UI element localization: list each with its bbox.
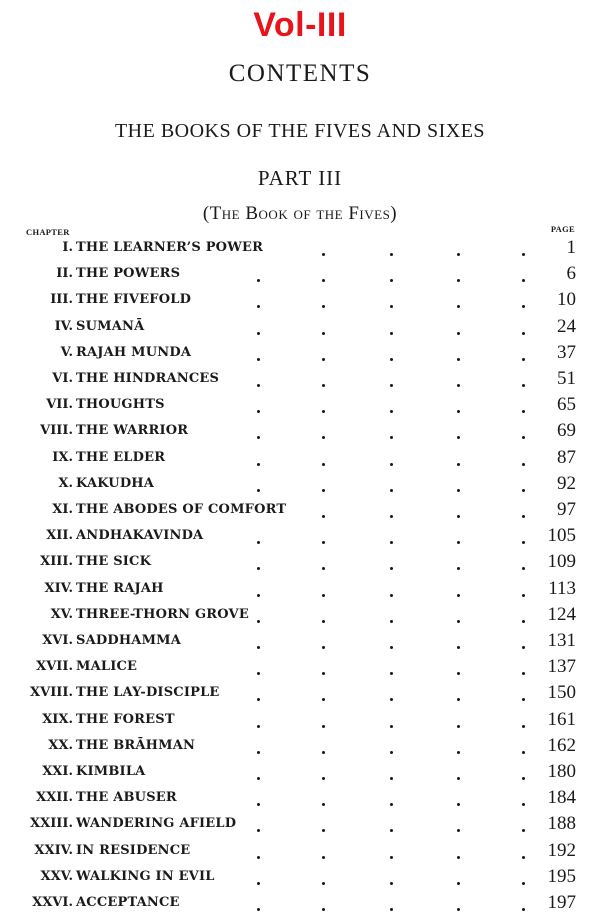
chapter-title: IN RESIDENCE <box>76 842 191 858</box>
chapter-number: X. <box>58 475 73 491</box>
leader-dot <box>257 541 260 544</box>
toc-row <box>0 708 600 734</box>
leader-dot <box>457 567 460 570</box>
page-number: 65 <box>557 394 576 416</box>
leader-dot <box>522 908 525 911</box>
toc-row <box>0 603 600 629</box>
chapter-number: XXIII. <box>30 816 73 832</box>
page-number: 51 <box>557 368 576 389</box>
book-heading: THE BOOKS OF THE FIVES AND SIXES <box>114 120 486 142</box>
leader-dot <box>522 305 525 308</box>
leader-dot <box>322 253 325 256</box>
leader-dot <box>322 908 325 911</box>
leader-dot <box>522 777 525 780</box>
leader-dot <box>522 751 525 754</box>
chapter-title: THE LEARNER’S POWER <box>76 240 264 255</box>
leader-dot <box>522 882 525 885</box>
chapter-title: THE FIVEFOLD <box>76 292 192 308</box>
chapter-number: XVI. <box>42 633 73 648</box>
leader-dot <box>322 856 325 859</box>
leader-dot <box>522 725 525 728</box>
page-column-label: PAGE <box>550 224 575 234</box>
page-number: 6 <box>566 263 576 285</box>
chapter-number: XI. <box>52 502 73 517</box>
chapter-number: V. <box>60 344 73 360</box>
page-number: 137 <box>547 656 576 678</box>
chapter-title: THE FOREST <box>76 711 175 727</box>
page-number: 109 <box>547 551 576 573</box>
leader-dot <box>322 803 325 806</box>
leader-dot <box>457 410 460 413</box>
toc-row <box>0 734 600 760</box>
leader-dot <box>390 253 393 256</box>
subtitle-heading: (The Book of the Fives) <box>202 203 398 224</box>
leader-dot <box>257 332 260 335</box>
chapter-title: THE WARRIOR <box>76 423 189 439</box>
leader-dot <box>257 672 260 675</box>
chapter-column-label: CHAPTER <box>26 227 70 237</box>
chapter-title: KIMBILA <box>76 764 146 779</box>
leader-dot <box>457 463 460 466</box>
leader-dot <box>257 803 260 806</box>
leader-dot <box>457 908 460 911</box>
chapter-number: XX. <box>48 737 73 753</box>
leader-dot <box>257 436 260 439</box>
chapter-title: THREE-THORN GROVE <box>76 606 249 622</box>
leader-dot <box>522 803 525 806</box>
chapter-number: XIV. <box>44 580 73 596</box>
chapter-title: ACCEPTANCE <box>76 895 180 910</box>
page-number: 105 <box>547 525 576 547</box>
toc-row <box>0 812 600 838</box>
leader-dot <box>322 436 325 439</box>
chapter-number: XV. <box>50 606 73 622</box>
leader-dot <box>322 541 325 544</box>
leader-dot <box>257 567 260 570</box>
leader-dot <box>257 829 260 832</box>
leader-dot <box>390 594 393 597</box>
leader-dot <box>522 646 525 649</box>
leader-dot <box>522 279 525 282</box>
leader-dot <box>522 567 525 570</box>
leader-dot <box>390 882 393 885</box>
leader-dot <box>457 384 460 387</box>
toc-row <box>0 865 600 891</box>
leader-dot <box>257 646 260 649</box>
volume-label: Vol-III <box>253 6 347 44</box>
leader-dot <box>457 305 460 308</box>
leader-dot <box>390 489 393 492</box>
leader-dot <box>390 725 393 728</box>
leader-dot <box>322 410 325 413</box>
leader-dot <box>322 698 325 701</box>
chapter-number: VIII. <box>40 423 73 439</box>
leader-dot <box>322 463 325 466</box>
leader-dot <box>390 384 393 387</box>
chapter-number: I. <box>62 240 73 255</box>
leader-dot <box>390 541 393 544</box>
leader-dot <box>390 436 393 439</box>
page-number: 180 <box>547 761 576 782</box>
leader-dot <box>257 384 260 387</box>
leader-dot <box>390 751 393 754</box>
leader-dot <box>322 829 325 832</box>
page-number: 197 <box>547 892 576 913</box>
toc-row <box>0 655 600 681</box>
chapter-title: THE BRĀHMAN <box>76 737 196 753</box>
toc-row <box>0 577 600 603</box>
leader-dot <box>457 698 460 701</box>
leader-dot <box>390 777 393 780</box>
page-number: 10 <box>557 289 576 311</box>
chapter-title: MALICE <box>76 659 138 675</box>
chapter-number: II. <box>56 266 73 282</box>
page-number: 150 <box>547 682 576 704</box>
leader-dot <box>522 672 525 675</box>
toc-row <box>0 524 600 550</box>
toc-row <box>0 367 600 393</box>
toc-row <box>0 786 600 812</box>
leader-dot <box>257 594 260 597</box>
leader-dot <box>390 515 393 518</box>
leader-dot <box>457 515 460 518</box>
leader-dot <box>390 646 393 649</box>
toc-row <box>0 315 600 341</box>
leader-dot <box>257 777 260 780</box>
chapter-title: THE POWERS <box>76 266 181 282</box>
leader-dot <box>257 410 260 413</box>
leader-dot <box>322 305 325 308</box>
toc-row <box>0 446 600 472</box>
page-number: 1 <box>566 237 576 258</box>
page-number: 97 <box>557 499 576 520</box>
toc-row <box>0 681 600 707</box>
leader-dot <box>522 489 525 492</box>
chapter-number: XVIII. <box>30 685 73 701</box>
leader-dot <box>522 358 525 361</box>
leader-dot <box>457 594 460 597</box>
leader-dot <box>457 856 460 859</box>
page-number: 24 <box>557 315 576 337</box>
toc-row <box>0 839 600 865</box>
toc-row <box>0 550 600 576</box>
chapter-title: SUMANĀ <box>76 318 145 334</box>
leader-dot <box>457 253 460 256</box>
chapter-number: XVII. <box>36 659 73 675</box>
leader-dot <box>257 358 260 361</box>
page-number: 92 <box>557 472 576 494</box>
leader-dot <box>522 253 525 256</box>
chapter-title: SADDHAMMA <box>76 633 182 648</box>
leader-dot <box>457 358 460 361</box>
leader-dot <box>390 908 393 911</box>
leader-dot <box>457 882 460 885</box>
page-number: 131 <box>547 630 576 651</box>
chapter-title: THE ELDER <box>76 449 166 465</box>
chapter-title: THE HINDRANCES <box>76 371 220 386</box>
leader-dot <box>522 594 525 597</box>
leader-dot <box>322 751 325 754</box>
chapter-number: XXI. <box>42 764 73 779</box>
chapter-title: THE SICK <box>76 554 152 570</box>
leader-dot <box>457 751 460 754</box>
leader-dot <box>522 541 525 544</box>
leader-dot <box>322 620 325 623</box>
page-number: 37 <box>557 341 576 363</box>
leader-dot <box>457 279 460 282</box>
toc-row <box>0 262 600 288</box>
page-number: 188 <box>547 813 576 835</box>
leader-dot <box>390 463 393 466</box>
leader-dot <box>322 882 325 885</box>
leader-dot <box>257 279 260 282</box>
toc-row <box>0 498 600 524</box>
chapter-number: VI. <box>52 371 73 386</box>
leader-dot <box>457 777 460 780</box>
leader-dot <box>390 279 393 282</box>
chapter-number: XIX. <box>42 711 73 727</box>
contents-heading: CONTENTS <box>228 60 372 87</box>
leader-dot <box>522 829 525 832</box>
leader-dot <box>390 410 393 413</box>
toc-row <box>0 419 600 445</box>
page-number: 184 <box>547 787 576 809</box>
chapter-number: VII. <box>46 397 73 413</box>
leader-dot <box>322 594 325 597</box>
leader-dot <box>322 332 325 335</box>
leader-dot <box>390 803 393 806</box>
page-number: 162 <box>547 734 576 756</box>
leader-dot <box>457 646 460 649</box>
leader-dot <box>257 698 260 701</box>
leader-dot <box>257 305 260 308</box>
leader-dot <box>322 725 325 728</box>
page-number: 124 <box>547 603 576 625</box>
leader-dot <box>322 646 325 649</box>
chapter-title: THE RAJAH <box>76 580 164 596</box>
leader-dot <box>522 620 525 623</box>
page-number: 192 <box>547 839 576 861</box>
leader-dot <box>457 725 460 728</box>
chapter-title: KAKUDHA <box>76 475 155 491</box>
leader-dot <box>457 489 460 492</box>
chapter-title: THE LAY-DISCIPLE <box>76 685 220 701</box>
chapter-number: XIII. <box>40 554 73 570</box>
chapter-title: THOUGHTS <box>76 397 165 413</box>
leader-dot <box>390 332 393 335</box>
toc-row <box>0 760 600 786</box>
leader-dot <box>522 463 525 466</box>
chapter-number: III. <box>50 292 73 308</box>
leader-dot <box>257 725 260 728</box>
leader-dot <box>322 515 325 518</box>
toc-row <box>0 472 600 498</box>
leader-dot <box>322 672 325 675</box>
leader-dot <box>322 384 325 387</box>
leader-dot <box>390 672 393 675</box>
chapter-number: XXV. <box>40 868 73 884</box>
leader-dot <box>257 620 260 623</box>
chapter-title: WANDERING AFIELD <box>76 816 237 832</box>
leader-dot <box>457 620 460 623</box>
leader-dot <box>257 463 260 466</box>
leader-dot <box>322 489 325 492</box>
leader-dot <box>457 803 460 806</box>
leader-dot <box>522 410 525 413</box>
chapter-title: RAJAH MUNDA <box>76 344 192 360</box>
toc-row <box>0 393 600 419</box>
page-number: 195 <box>547 865 576 887</box>
chapter-number: IV. <box>54 318 73 334</box>
chapter-title: THE ABODES OF COMFORT <box>76 502 287 517</box>
leader-dot <box>457 541 460 544</box>
page-number: 161 <box>547 708 576 730</box>
leader-dot <box>522 384 525 387</box>
leader-dot <box>322 279 325 282</box>
chapter-number: XII. <box>46 528 73 544</box>
leader-dot <box>390 856 393 859</box>
leader-dot <box>322 358 325 361</box>
leader-dot <box>322 777 325 780</box>
toc-row <box>0 288 600 314</box>
toc-row <box>0 891 600 917</box>
leader-dot <box>457 436 460 439</box>
leader-dot <box>457 332 460 335</box>
leader-dot <box>257 908 260 911</box>
toc-row <box>0 341 600 367</box>
chapter-number: XXIV. <box>34 842 73 858</box>
leader-dot <box>390 567 393 570</box>
leader-dot <box>257 751 260 754</box>
leader-dot <box>257 489 260 492</box>
part-heading: PART III <box>257 166 343 190</box>
page-number: 69 <box>557 420 576 442</box>
leader-dot <box>522 515 525 518</box>
chapter-number: IX. <box>52 449 73 465</box>
chapter-title: THE ABUSER <box>76 790 177 806</box>
leader-dot <box>522 856 525 859</box>
leader-dot <box>257 882 260 885</box>
leader-dot <box>322 567 325 570</box>
leader-dot <box>457 829 460 832</box>
chapter-title: ANDHAKAVINDA <box>76 528 204 544</box>
leader-dot <box>522 436 525 439</box>
leader-dot <box>390 829 393 832</box>
page-number: 113 <box>548 577 576 599</box>
page-number: 87 <box>557 446 576 468</box>
leader-dot <box>390 698 393 701</box>
toc-row <box>0 629 600 655</box>
chapter-number: XXVI. <box>32 895 73 910</box>
leader-dot <box>522 698 525 701</box>
leader-dot <box>522 332 525 335</box>
chapter-number: XXII. <box>36 790 73 806</box>
leader-dot <box>390 358 393 361</box>
leader-dot <box>457 672 460 675</box>
leader-dot <box>257 856 260 859</box>
leader-dot <box>390 620 393 623</box>
chapter-title: WALKING IN EVIL <box>76 868 215 884</box>
leader-dot <box>390 305 393 308</box>
toc-row <box>0 236 600 262</box>
